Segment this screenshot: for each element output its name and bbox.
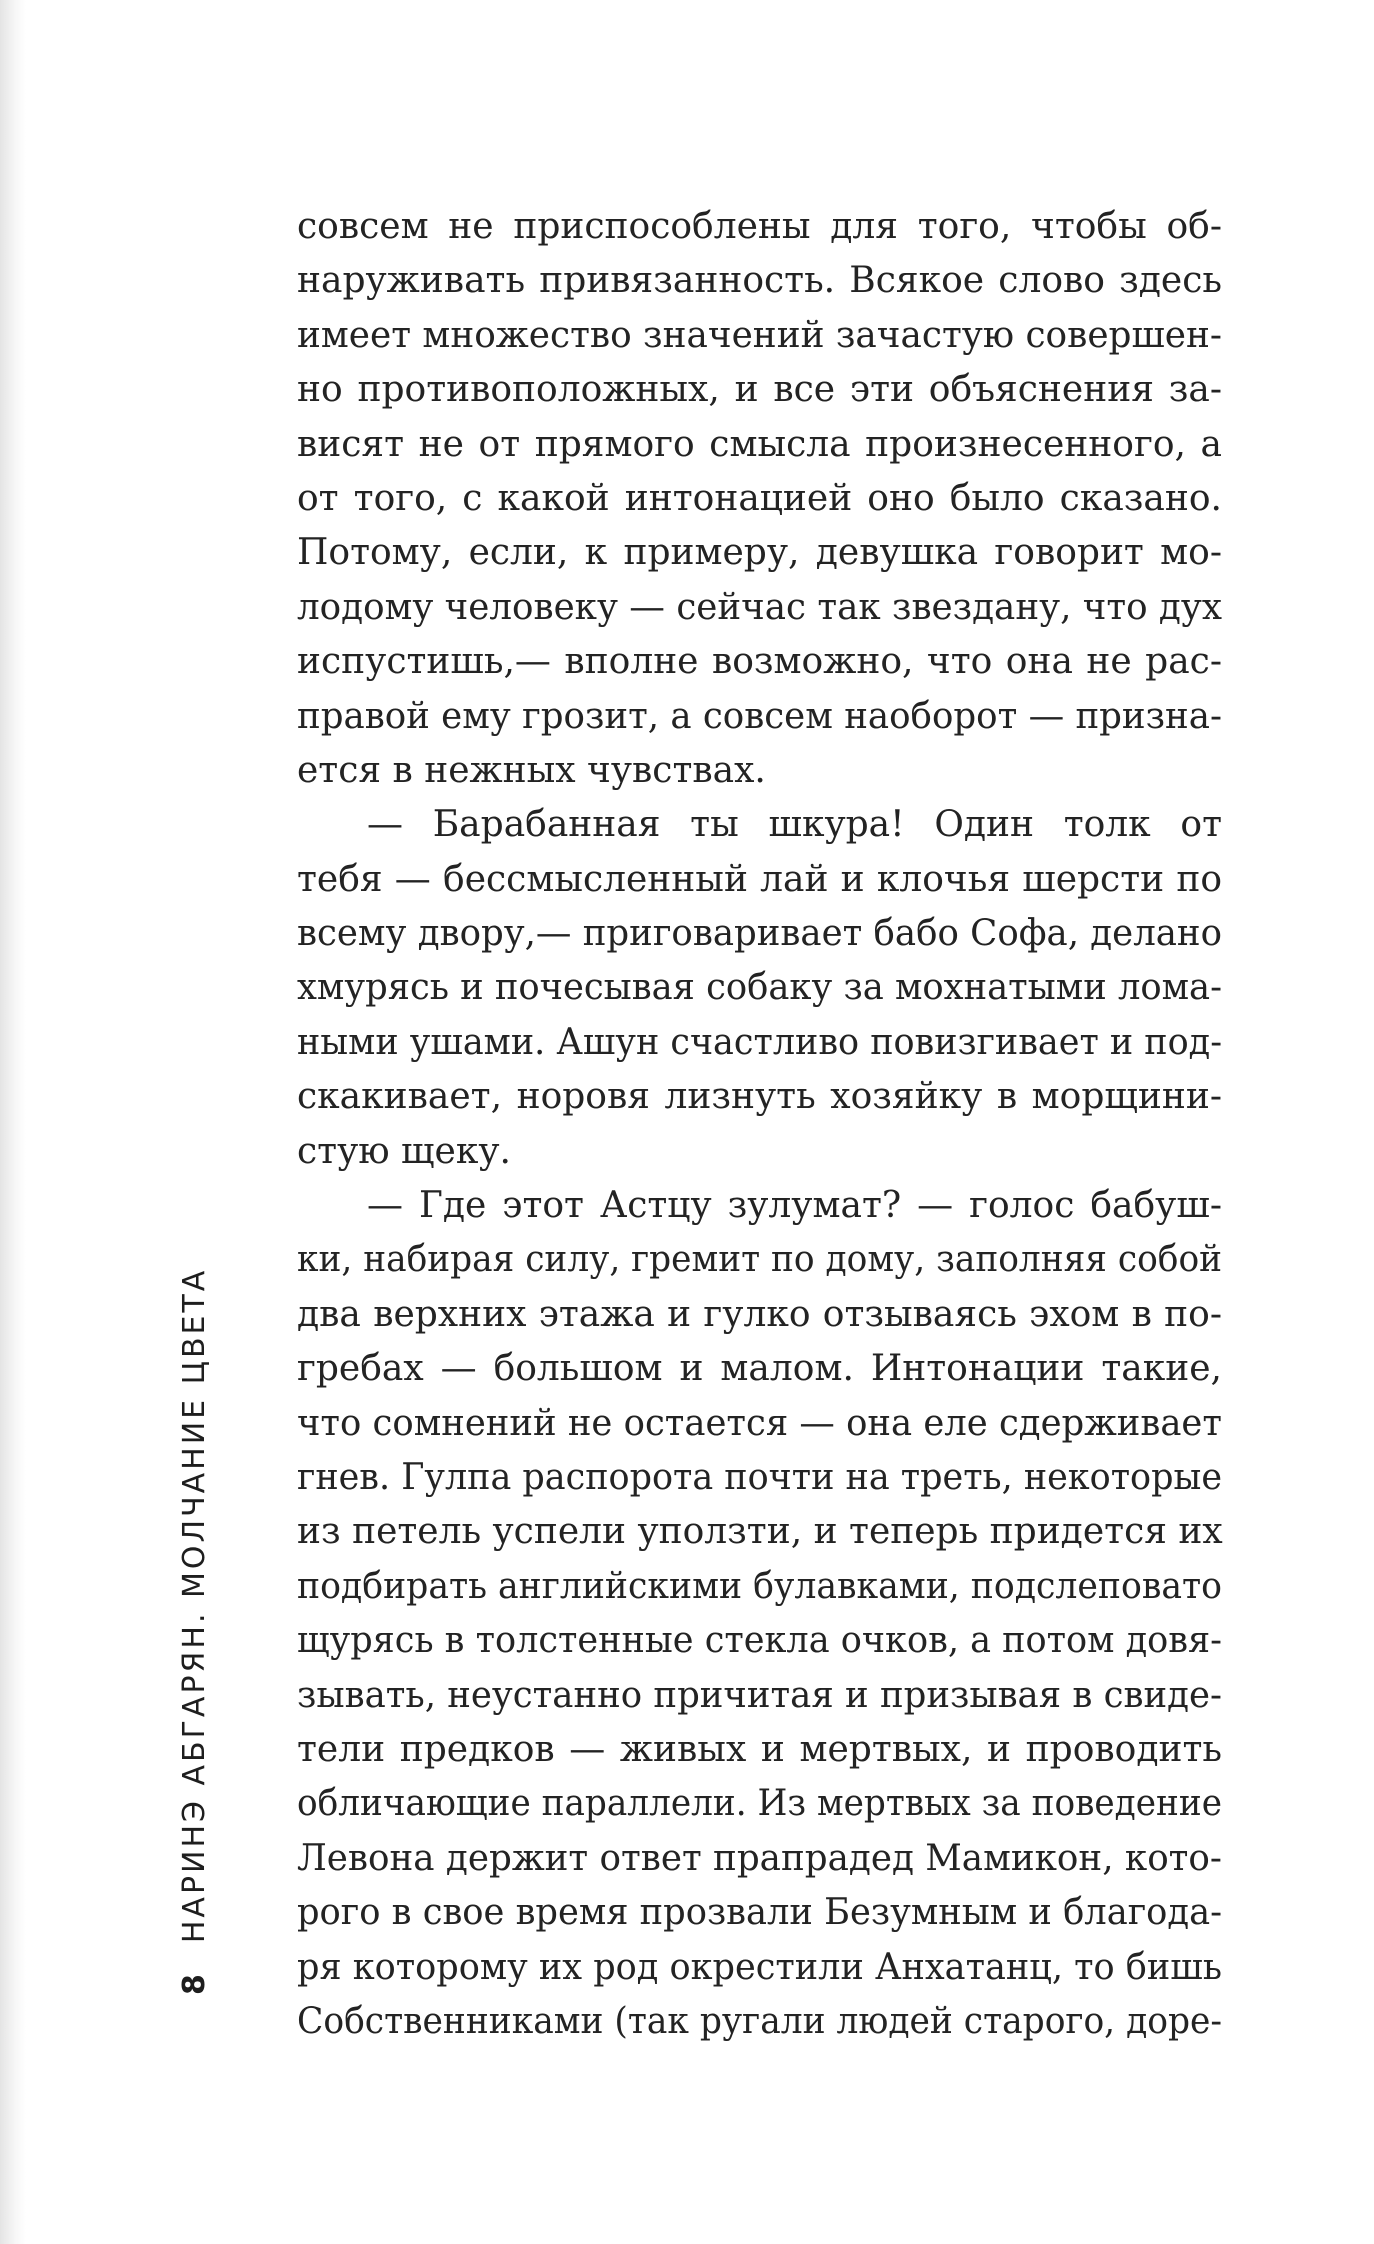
text-line: что сомнений не остается — она еле сдерживает bbox=[297, 1402, 1222, 1444]
text-line: ется в нежных чувствах. bbox=[297, 749, 766, 791]
paragraph bbox=[297, 200, 1222, 798]
running-head bbox=[177, 1267, 212, 1995]
text-line: Левона держит ответ прапрадед Мамикон, кото- bbox=[297, 1837, 1222, 1879]
paragraph bbox=[297, 1179, 1222, 2049]
text-line: хмурясь и почесывая собаку за мохнатыми лома- bbox=[297, 967, 1223, 1009]
text-line: из петель успели уползти, и теперь придется их bbox=[297, 1511, 1223, 1553]
text-line: тебя — бессмысленный лай и клочья шерсти по bbox=[297, 858, 1222, 900]
text-line: два верхних этажа и гулко отзываясь эхом в по- bbox=[297, 1293, 1222, 1335]
text-line: стую щеку. bbox=[297, 1130, 511, 1172]
page-gutter-shadow bbox=[0, 0, 26, 2244]
text-line: — Барабанная ты шкура! Один толк от bbox=[367, 804, 1222, 846]
text-line: Собственниками (так ругали людей старого, доре- bbox=[297, 2000, 1223, 2042]
text-line: лодому человеку — сейчас так звездану, что дух bbox=[297, 586, 1222, 628]
text-line: ря которому их род окрестили Анхатанц, то бишь bbox=[297, 1946, 1222, 1988]
text-line: ными ушами. Ашун счастливо повизгивает и под- bbox=[297, 1021, 1223, 1063]
text-line: правой ему грозит, а совсем наоборот — призна- bbox=[297, 695, 1223, 737]
running-title: НАРИНЭ АБГАРЯН. МОЛЧАНИЕ ЦВЕТА bbox=[177, 1267, 212, 1944]
paragraph bbox=[297, 798, 1222, 1179]
text-line: гнев. Гулпа распорота почти на треть, некоторые bbox=[297, 1456, 1223, 1498]
text-line: ки, набирая силу, гремит по дому, заполняя собой bbox=[297, 1239, 1223, 1281]
body-text bbox=[297, 200, 1222, 2049]
text-line: обличающие параллели. Из мертвых за поведение bbox=[297, 1783, 1223, 1825]
text-line: всему двору,— приговаривает бабо Софа, делано bbox=[297, 913, 1223, 955]
text-line: но противоположных, и все эти объяснения за- bbox=[297, 369, 1222, 411]
text-line: гребах — большом и малом. Интонации такие, bbox=[297, 1348, 1222, 1390]
text-line: Потому, если, к примеру, девушка говорит мо- bbox=[297, 532, 1222, 574]
text-line: от того, с какой интонацией оно было сказано. bbox=[297, 477, 1222, 519]
text-line: рого в свое время прозвали Безумным и благода- bbox=[297, 1892, 1223, 1934]
page-number: 8 bbox=[177, 1971, 212, 1995]
text-line: испустишь,— вполне возможно, что она не рас- bbox=[297, 641, 1222, 683]
text-line: висят не от прямого смысла произнесенного, а bbox=[297, 423, 1222, 465]
text-line: тели предков — живых и мертвых, и проводить bbox=[297, 1728, 1222, 1770]
text-line: имеет множество значений зачастую совершен- bbox=[297, 314, 1223, 356]
text-line: совсем не приспособлены для того, чтобы об- bbox=[297, 206, 1222, 247]
text-line: зывать, неустанно причитая и призывая в свиде- bbox=[297, 1674, 1223, 1716]
text-line: скакивает, норовя лизнуть хозяйку в морщини- bbox=[297, 1076, 1222, 1118]
text-line: наруживать привязанность. Всякое слово здесь bbox=[297, 260, 1222, 302]
text-line: щурясь в толстенные стекла очков, а потом довя- bbox=[297, 1620, 1223, 1662]
text-line: — Где этот Астцу зулумат? — голос бабуш- bbox=[367, 1185, 1222, 1227]
text-line: подбирать английскими булавками, подслеповато bbox=[297, 1565, 1222, 1607]
